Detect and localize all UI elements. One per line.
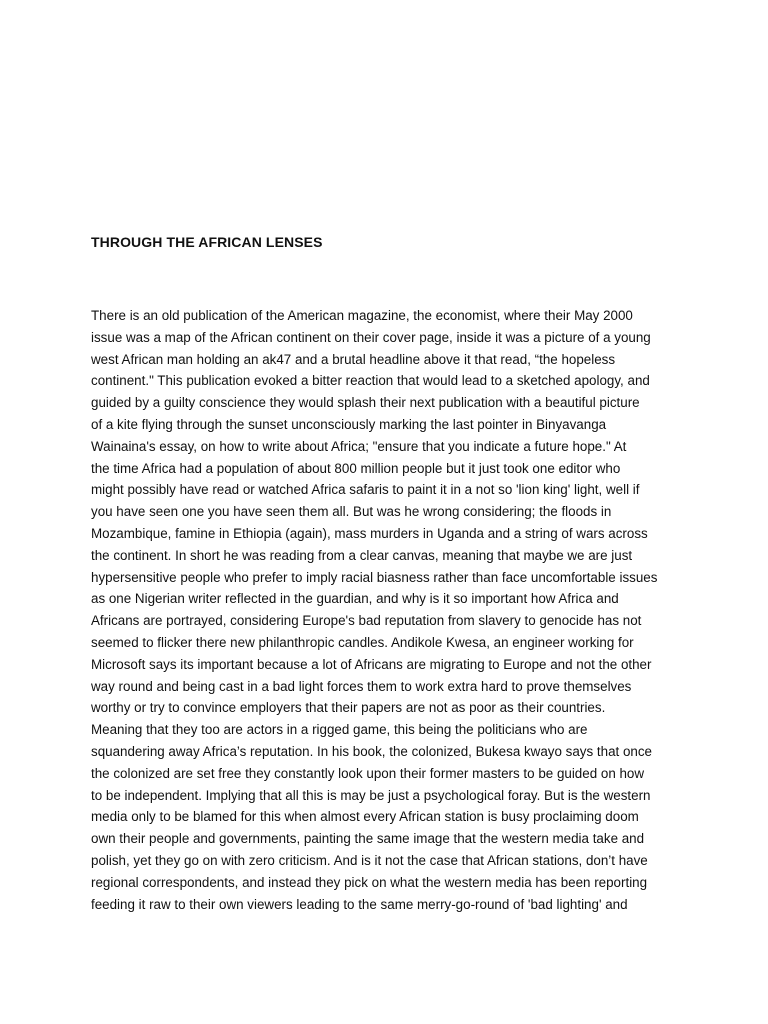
paragraph-line: the time Africa had a population of about 800 million people but it just took one editor who <box>91 460 621 476</box>
paragraph-line: way round and being cast in a bad light forces them to work extra hard to prove themselves <box>91 678 632 694</box>
paragraph-line: Africans are portrayed, considering Europe's bad reputation from slavery to genocide has not <box>91 613 642 629</box>
paragraph-line: the continent. In short he was reading from a clear canvas, meaning that maybe we are just <box>91 547 633 563</box>
document-body <box>91 305 691 915</box>
paragraph-line: seemed to flicker there new philanthropic candles. Andikole Kwesa, an engineer working for <box>91 634 634 650</box>
paragraph-line: polish, yet they go on with zero criticism. And is it not the case that African stations, don’t have <box>91 852 648 868</box>
paragraph-line: media only to be blamed for this when almost every African station is busy proclaiming doom <box>91 809 639 825</box>
document-title: THROUGH THE AFRICAN LENSES <box>91 234 323 250</box>
paragraph-line: feeding it raw to their own viewers leading to the same merry-go-round of 'bad lighting' and <box>91 896 628 912</box>
paragraph-line: guided by a guilty conscience they would splash their next publication with a beautiful picture <box>91 395 640 411</box>
paragraph-line: Mozambique, famine in Ethiopia (again), mass murders in Uganda and a string of wars across <box>91 525 648 541</box>
paragraph-line: as one Nigerian writer reflected in the guardian, and why is it so important how Africa and <box>91 591 619 607</box>
paragraph-line: Wainaina's essay, on how to write about Africa; "ensure that you indicate a future hope." At <box>91 438 627 454</box>
paragraph-line: squandering away Africa’s reputation. In his book, the colonized, Bukesa kwayo says that once <box>91 743 653 759</box>
paragraph-line: There is an old publication of the American magazine, the economist, where their May 2000 <box>91 308 633 323</box>
paragraph-line: continent." This publication evoked a bitter reaction that would lead to a sketched apology, and <box>91 373 650 389</box>
paragraph-line: west African man holding an ak47 and a brutal headline above it that read, “the hopeless <box>91 351 616 367</box>
paragraph-line: of a kite flying through the sunset unconsciously marking the last pointer in Binyavanga <box>91 416 607 432</box>
paragraph-line: own their people and governments, painting the same image that the western media take and <box>91 831 645 847</box>
paragraph-line: worthy or try to convince employers that their papers are not as poor as their countries. <box>91 700 606 716</box>
paragraph-line: regional correspondents, and instead they pick on what the western media has been reporting <box>91 874 648 890</box>
paragraph-line: the colonized are set free they constantly look upon their former masters to be guided on how <box>91 765 645 781</box>
paragraph-line: issue was a map of the African continent on their cover page, inside it was a picture of a young <box>91 329 651 345</box>
paragraph-line: Microsoft says its important because a lot of Africans are migrating to Europe and not the other <box>91 656 652 672</box>
paragraph-line: you have seen one you have seen them all. But was he wrong considering; the floods in <box>91 504 612 520</box>
paragraph-line: hypersensitive people who prefer to imply racial biasness rather than face uncomfortable issues <box>91 569 658 585</box>
paragraph-line: might possibly have read or watched Africa safaris to paint it in a not so 'lion king' light, well if <box>91 482 640 498</box>
paragraph-line: to be independent. Implying that all this is may be just a psychological foray. But is the western <box>91 787 651 803</box>
paragraph-line: Meaning that they too are actors in a rigged game, this being the politicians who are <box>91 722 588 738</box>
